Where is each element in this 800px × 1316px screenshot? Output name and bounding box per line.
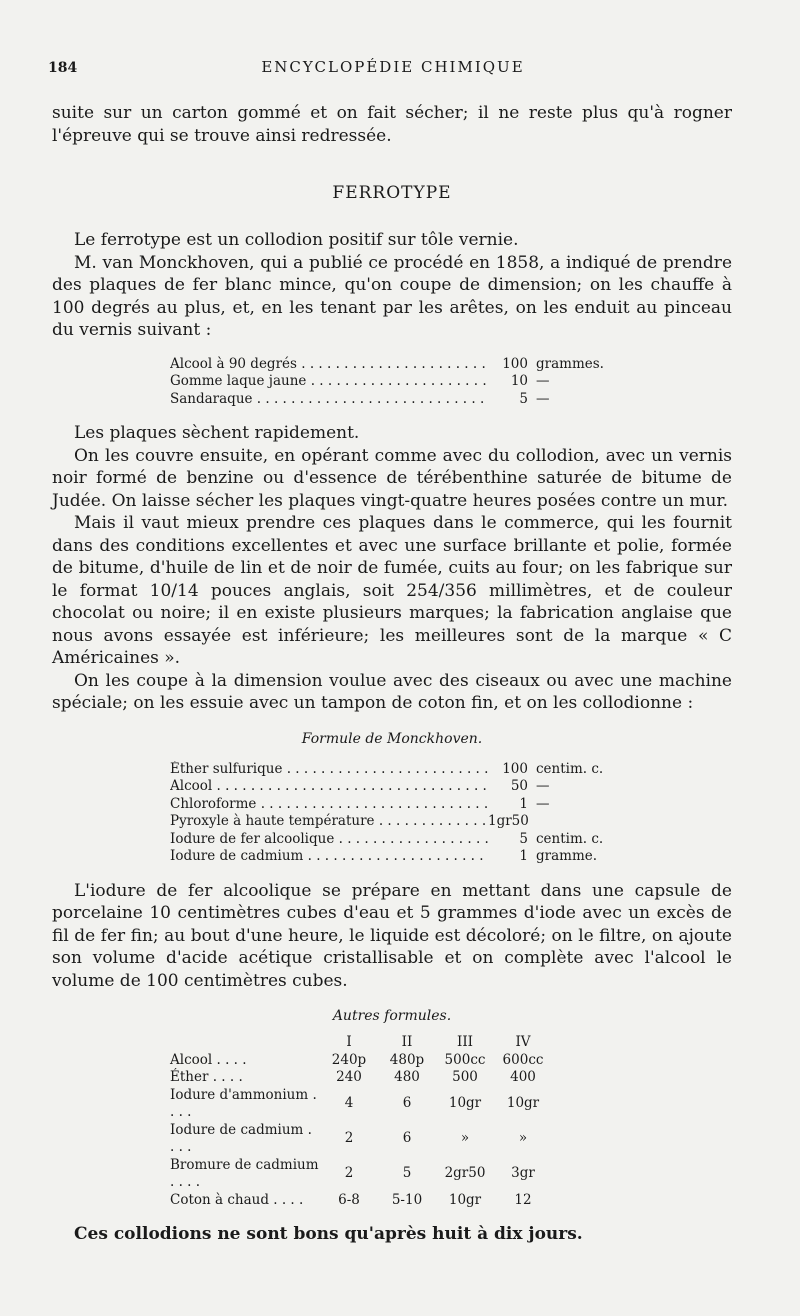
table-cell: 3gr [511,1165,535,1182]
table-row [170,1157,552,1192]
paragraph-1: Le ferrotype est un collodion positif sur tôle vernie. [74,230,519,250]
ingredient-unit: — [536,390,550,407]
table-cell: 400 [510,1069,536,1085]
paragraph-2: M. van Monckhoven, qui a publié ce procédé en 1858, a indiqué de prendre des plaques de fer blanc mince, qu'on coupe de dimension; on les chauffe à 100 degrés au plus, et, en les tenant par les arêtes, on les enduit au pinceau du vernis suivant : [52,252,732,340]
ingredient-name: Sandaraque . . . [170,391,488,409]
table-row [170,1052,552,1070]
table-cell: 240p [331,1051,367,1068]
ingredient-name: Alcool . . . [170,778,488,796]
ingredient-quantity: 1 [519,848,528,864]
ingredient-unit: centim. c. [536,760,604,777]
row-name: Iodure d'ammonium . . . . [170,1086,317,1120]
intro-paragraph: suite sur un carton gommé et on fait sécher; il ne reste plus qu'à rogner l'épreuve qui se trouve ainsi redressée. [52,103,732,146]
closing-paragraph: Ces collodions ne sont bons qu'après huit à dix jours. [74,1224,583,1244]
ingredient-quantity: 100 [502,355,528,372]
table-cell: » [460,1130,470,1147]
ingredient-quantity: 1gr50 [488,813,529,829]
ingredient-name: Alcool à 90 degrés . . . [170,356,488,374]
ingredient-quantity: 5 [519,830,528,847]
row-name: Bromure de cadmium . . . . [170,1156,319,1190]
column-header: III [457,1034,473,1050]
ingredient-name: Iodure de cadmium . . . [170,848,488,866]
column-header: I [346,1034,352,1050]
table-cell: 240 [336,1069,362,1085]
table-cell: 500 [452,1069,478,1085]
recipe-row [170,761,670,779]
paragraph-6: On les coupe à la dimension voulue avec des ciseaux ou avec une machine spéciale; on les essuie avec un tampon de coton fin, et on les collodionne : [52,670,732,713]
ingredient-unit: centim. c. [536,830,604,847]
column-header: IV [515,1034,531,1050]
ingredient-unit: — [536,778,550,794]
table-cell: 500cc [444,1051,486,1068]
page-header [48,58,738,84]
table-cell: 2 [344,1165,354,1182]
recipe-row [170,778,670,796]
ingredient-quantity: 5 [519,390,528,407]
table-header-row [170,1034,552,1052]
page-body [52,102,732,1246]
ingredient-unit: grammes. [536,355,604,372]
table-cell: 10gr [506,1095,540,1112]
table-cell: 6-8 [338,1191,360,1208]
ingredient-name: Gomme laque jaune . . . [170,373,488,391]
recipe-row [170,373,670,391]
recipe-row [170,796,670,814]
table-row [170,1087,552,1122]
table-row [170,1069,552,1087]
other-formulas-table [170,1034,552,1209]
table-cell: 480p [389,1051,425,1068]
recipe-row [170,848,670,866]
table-cell: 2 [344,1130,354,1147]
ingredient-name: Pyroxyle à haute température . . . [170,813,488,831]
row-name: Alcool . . . . [170,1051,247,1068]
table-cell: 480 [394,1069,420,1085]
recipe-row [170,356,670,374]
paragraph-3: Les plaques sèchent rapidement. [74,423,360,443]
table-cell: 6 [402,1095,412,1112]
ingredient-quantity: 10 [510,373,528,389]
ingredient-name: Chloroforme . . . [170,796,488,814]
ingredient-quantity: 50 [510,778,528,794]
formula-title: Formule de Monckhoven. [301,730,483,747]
table-cell: 10gr [448,1095,482,1112]
varnish-recipe [170,356,670,409]
ingredient-unit [536,813,670,831]
ingredient-quantity: 1 [519,795,528,812]
column-header: II [401,1034,413,1050]
paragraph-4: On les couvre ensuite, en opérant comme avec du collodion, avec un vernis noir formé de benzine ou d'essence de térébenthine saturée de bitume de Judée. On laisse sécher les plaques vingt-quatre heures posées contre un mur. [52,445,732,511]
other-formulas-title: Autres formules. [332,1008,452,1024]
section-title: FERROTYPE [332,183,452,203]
row-name: Iodure de cadmium . . . . [170,1121,312,1155]
table-cell: » [518,1130,528,1147]
ingredient-quantity: 100 [502,760,528,777]
table-cell: 10gr [448,1191,482,1208]
recipe-row [170,813,670,831]
table-row [170,1192,552,1210]
row-name: Éther . . . . [170,1069,243,1085]
table-corner [170,1034,320,1052]
table-cell: 6 [402,1130,412,1147]
table-cell: 4 [344,1095,354,1112]
recipe-row [170,831,670,849]
table-cell: 2gr50 [444,1165,486,1182]
table-cell: 600cc [502,1051,544,1068]
recipe-row [170,391,670,409]
monckhoven-recipe [170,761,670,866]
ingredient-unit: gramme. [536,848,598,864]
table-cell: 12 [514,1191,532,1208]
paragraph-7: L'iodure de fer alcoolique se prépare en mettant dans une capsule de porcelaine 10 centimètres cubes d'eau et 5 grammes d'iode avec un excès de fil de fer fin; au bout d'une heure, le liquide est décoloré; on le filtre, on ajoute son volume d'acide acétique cristallisable et on complète avec l'alcool le volume de 100 centimètres cubes. [52,880,732,991]
table-cell: 5-10 [391,1191,423,1208]
ingredient-name: Iodure de fer alcoolique . . . [170,831,488,849]
paragraph-5: Mais il vaut mieux prendre ces plaques dans le commerce, qui les fournit dans des conditions excellentes et avec une surface brillante et polie, formée de bitume, d'huile de lin et de noir de fumée, cuits au four; on les fabrique sur le format 10/14 pouces anglais, soit 254/356 millimètres, et de couleur chocolat ou noire; il en existe plusieurs marques; la fabrication anglaise que nous avons essayée est inférieure; les meilleures sont de la marque « C Américaines ». [52,513,732,668]
table-row [170,1122,552,1157]
ingredient-name: Éther sulfurique . . . [170,761,488,779]
page-number: 184 [48,60,78,76]
row-name: Coton à chaud . . . . [170,1191,304,1208]
ingredient-unit: — [536,795,550,812]
ingredient-unit: — [536,373,550,389]
table-cell: 5 [402,1165,412,1182]
running-title: ENCYCLOPÉDIE CHIMIQUE [261,58,525,76]
